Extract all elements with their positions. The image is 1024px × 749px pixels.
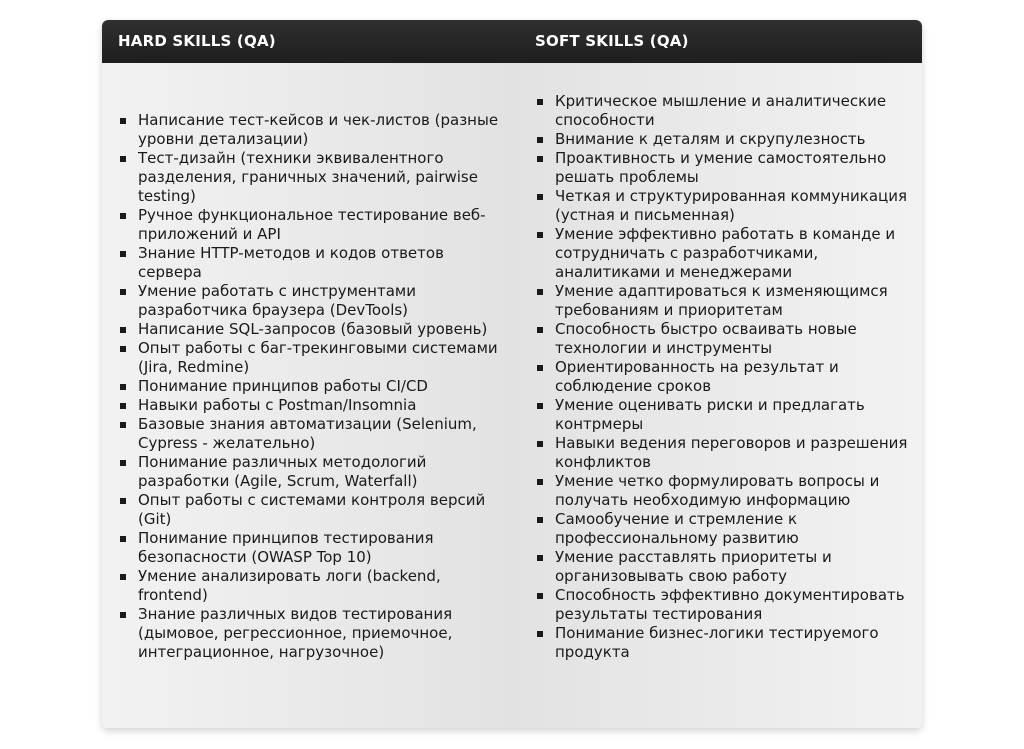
list-item: Понимание бизнес-логики тестируемого продукта <box>535 624 915 662</box>
soft-skills-title: SOFT SKILLS (QA) <box>535 32 689 50</box>
list-item: Способность эффективно документировать результаты тестирования <box>535 586 915 624</box>
table-header <box>102 20 922 63</box>
list-item: Способность быстро осваивать новые технологии и инструменты <box>535 320 915 358</box>
list-item: Умение адаптироваться к изменяющимся требованиям и приоритетам <box>535 282 915 320</box>
list-item: Понимание различных методологий разработки (Agile, Scrum, Waterfall) <box>118 453 508 491</box>
list-item: Умение работать с инструментами разработчика браузера (DevTools) <box>118 282 508 320</box>
list-item: Умение четко формулировать вопросы и получать необходимую информацию <box>535 472 915 510</box>
list-item: Умение анализировать логи (backend, frontend) <box>118 567 508 605</box>
skills-table <box>102 20 922 728</box>
list-item: Критическое мышление и аналитические способности <box>535 92 915 130</box>
list-item: Написание SQL-запросов (базовый уровень) <box>118 320 508 339</box>
list-item: Понимание принципов работы CI/CD <box>118 377 508 396</box>
list-item: Знание различных видов тестирования (дымовое, регрессионное, приемочное, интеграционное, нагрузочное) <box>118 605 508 662</box>
list-item: Умение расставлять приоритеты и организовывать свою работу <box>535 548 915 586</box>
list-item: Базовые знания автоматизации (Selenium, Cypress - желательно) <box>118 415 508 453</box>
list-item: Знание HTTP-методов и кодов ответов сервера <box>118 244 508 282</box>
list-item: Опыт работы с баг-трекинговыми системами (Jira, Redmine) <box>118 339 508 377</box>
hard-skills-list <box>118 111 508 662</box>
list-item: Опыт работы с системами контроля версий (Git) <box>118 491 508 529</box>
list-item: Самообучение и стремление к профессиональному развитию <box>535 510 915 548</box>
list-item: Умение оценивать риски и предлагать контрмеры <box>535 396 915 434</box>
list-item: Навыки ведения переговоров и разрешения конфликтов <box>535 434 915 472</box>
soft-skills-list <box>535 92 915 662</box>
list-item: Ручное функциональное тестирование веб-приложений и API <box>118 206 508 244</box>
hard-skills-title: HARD SKILLS (QA) <box>118 32 276 50</box>
list-item: Понимание принципов тестирования безопасности (OWASP Top 10) <box>118 529 508 567</box>
list-item: Тест-дизайн (техники эквивалентного разделения, граничных значений, pairwise testing) <box>118 149 508 206</box>
list-item: Умение эффективно работать в команде и сотрудничать с разработчиками, аналитиками и менеджерами <box>535 225 915 282</box>
list-item: Четкая и структурированная коммуникация (устная и письменная) <box>535 187 915 225</box>
list-item: Навыки работы с Postman/Insomnia <box>118 396 508 415</box>
list-item: Внимание к деталям и скрупулезность <box>535 130 915 149</box>
list-item: Проактивность и умение самостоятельно решать проблемы <box>535 149 915 187</box>
list-item: Написание тест-кейсов и чек-листов (разные уровни детализации) <box>118 111 508 149</box>
list-item: Ориентированность на результат и соблюдение сроков <box>535 358 915 396</box>
